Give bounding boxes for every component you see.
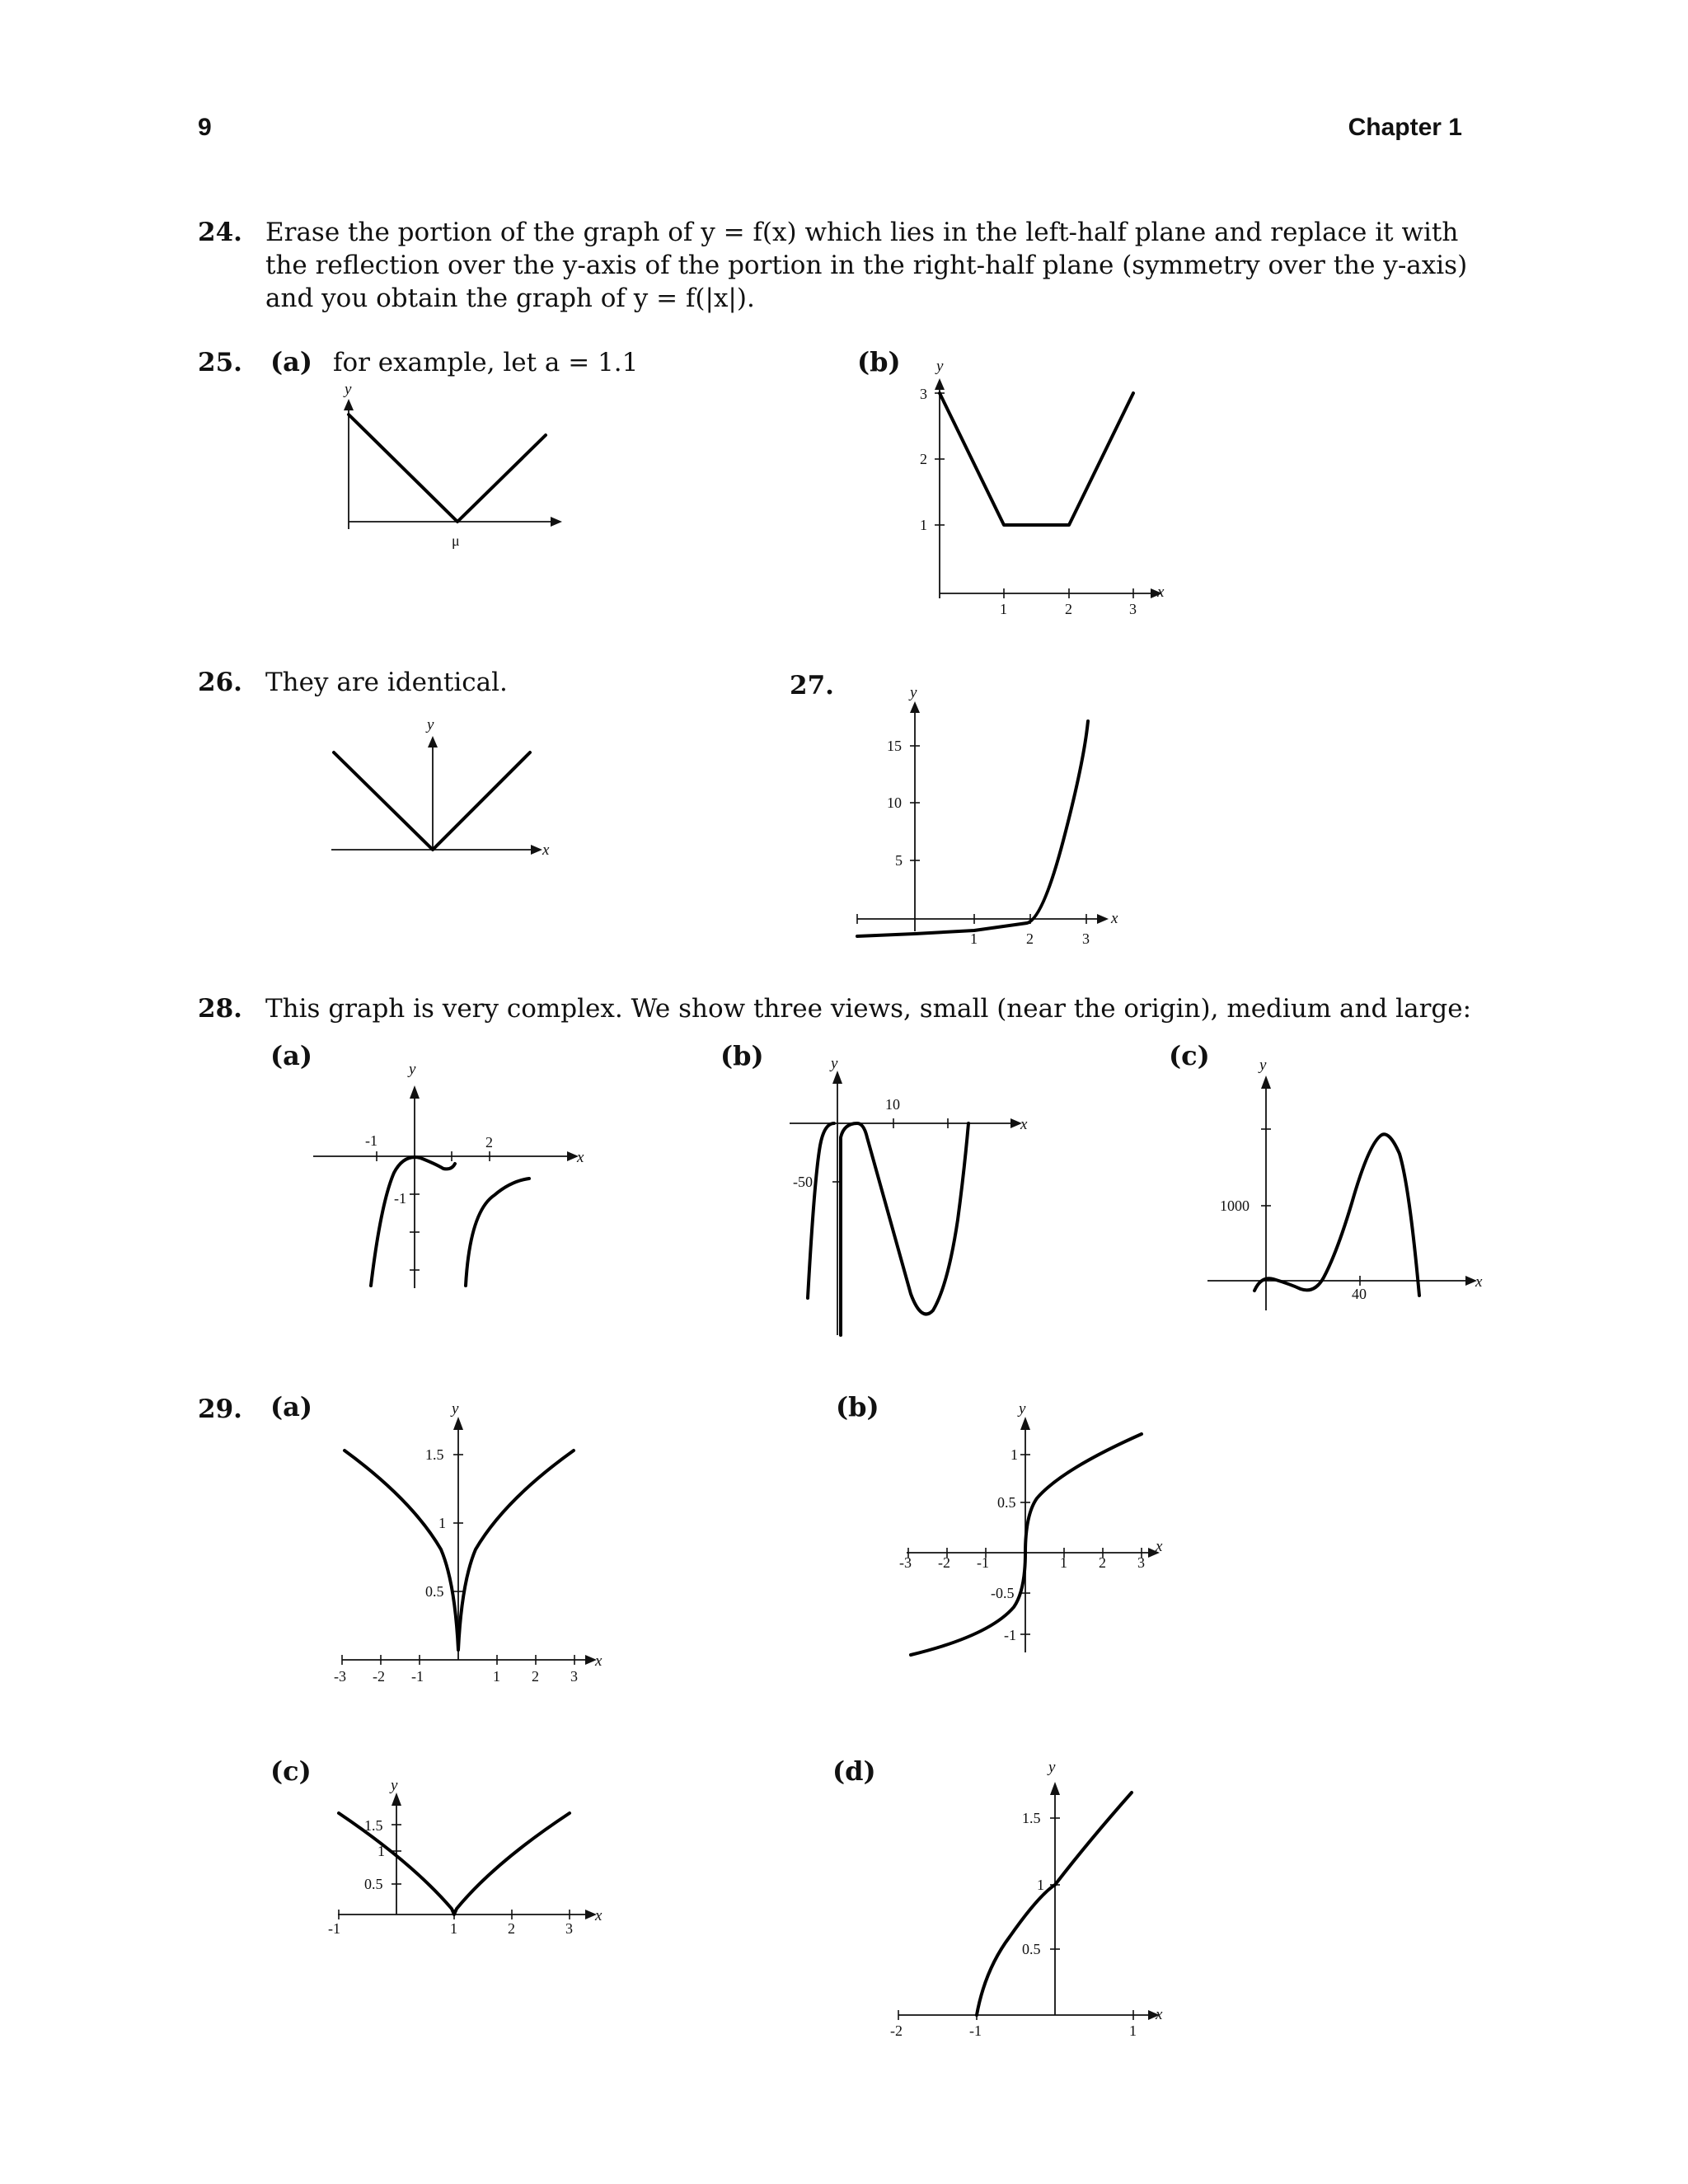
- x-axis-label: x: [595, 1652, 603, 1670]
- y-axis-label: y: [409, 1061, 416, 1078]
- x-tick-label: 2: [508, 1920, 515, 1937]
- x-axis-arrow: [551, 517, 562, 527]
- graph-28c: [1203, 1055, 1500, 1319]
- y-axis-label: y: [1019, 1400, 1026, 1418]
- problem-28c-label: (c): [1169, 1040, 1210, 1071]
- problem-27-number: 27.: [790, 671, 834, 701]
- curve: [349, 415, 546, 522]
- graph-29b: [890, 1393, 1187, 1673]
- y-tick-label: 3: [920, 386, 927, 402]
- y-axis-label: y: [345, 381, 352, 398]
- y-axis-label: y: [910, 684, 917, 701]
- y-tick-label: 2: [920, 451, 927, 467]
- x-tick-label: 3: [1137, 1554, 1145, 1571]
- x-axis-label: x: [542, 841, 550, 859]
- curve-right: [466, 1179, 529, 1286]
- y-tick-label: 0.5: [997, 1494, 1016, 1511]
- problem-25a-text: for example, let a = 1.1: [333, 348, 639, 377]
- x-tick-label: 3: [570, 1668, 578, 1685]
- problem-28b-label: (b): [720, 1040, 764, 1071]
- x-tick-label: 1: [450, 1920, 457, 1937]
- y-axis-arrow: [410, 1085, 420, 1099]
- y-tick-label: 10: [887, 794, 902, 811]
- problem-28-number: 28.: [198, 994, 242, 1024]
- x-tick-label: 1: [970, 930, 978, 947]
- problem-24-text: Erase the portion of the graph of y = f(x) which lies in the left-half plane and replace it with the reflection over the y-axis of the portion in the right-half plane (symmetry over the y-axis) and you obtain the graph of y = f(|x|).: [265, 218, 1468, 313]
- x-tick-label: 3: [1082, 930, 1090, 947]
- x-tick-label: -2: [890, 2022, 903, 2039]
- graph-29a: [326, 1393, 622, 1698]
- problem-28a-label: (a): [270, 1040, 313, 1071]
- graph-29d: [874, 1755, 1187, 2052]
- curve: [977, 1793, 1132, 2015]
- y-tick-label: -1: [394, 1190, 406, 1207]
- x-axis-label: x: [595, 1907, 603, 1924]
- problem-25a-label: (a): [270, 346, 313, 377]
- y-tick-label: 1: [1010, 1446, 1018, 1463]
- x-axis-arrow: [531, 845, 542, 855]
- curve: [1254, 1134, 1419, 1296]
- y-axis-label: y: [1048, 1759, 1056, 1776]
- problem-25b-label: (b): [857, 346, 901, 377]
- x-tick-label: 1: [493, 1668, 500, 1685]
- y-tick-label: 1.5: [425, 1446, 444, 1463]
- y-axis-arrow: [453, 1417, 463, 1430]
- y-axis-label: y: [391, 1777, 398, 1794]
- graph-27: [841, 676, 1137, 956]
- x-tick-label: -2: [938, 1554, 950, 1571]
- x-axis-label: x: [1475, 1273, 1483, 1291]
- x-tick-label: -1: [969, 2022, 982, 2039]
- x-tick-label: 10: [885, 1096, 900, 1113]
- graph-28a: [305, 1055, 610, 1294]
- curve: [345, 1451, 574, 1650]
- y-tick-label: 1000: [1220, 1197, 1250, 1214]
- y-tick-label: 5: [895, 852, 903, 869]
- x-tick-label: -1: [328, 1920, 340, 1937]
- x-tick-label: -3: [899, 1554, 912, 1571]
- y-axis-arrow: [935, 378, 945, 390]
- x-tick-label: 2: [1099, 1554, 1106, 1571]
- x-tick-label: 1: [1060, 1554, 1067, 1571]
- y-axis-arrow: [1261, 1076, 1271, 1089]
- graph-29c: [317, 1772, 622, 1953]
- graph-25a: [330, 379, 577, 556]
- y-axis-label: y: [427, 716, 434, 733]
- x-axis-label: x: [1156, 2006, 1163, 2023]
- y-tick-label: 1: [438, 1515, 446, 1531]
- y-tick-label: 1.5: [1022, 1810, 1041, 1826]
- problem-26-number: 26.: [198, 668, 242, 697]
- y-axis-label: y: [831, 1055, 838, 1072]
- y-axis-arrow: [392, 1793, 401, 1806]
- problem-25-number: 25.: [198, 348, 242, 377]
- problem-24-number: 24.: [198, 218, 242, 247]
- y-tick-label: 1: [377, 1843, 385, 1859]
- curve: [911, 1434, 1142, 1655]
- graph-25b: [907, 354, 1187, 618]
- curve-left: [808, 1123, 834, 1298]
- y-tick-label: 15: [887, 738, 902, 754]
- page-number: 9: [198, 114, 212, 141]
- graph-26: [326, 709, 565, 865]
- x-tick-label: 40: [1352, 1286, 1367, 1302]
- problem-29-number: 29.: [198, 1394, 242, 1424]
- x-tick-label: -1: [411, 1668, 424, 1685]
- curve-right: [841, 1123, 968, 1335]
- x-tick-label: 2: [1026, 930, 1034, 947]
- problem-29d-label: (d): [832, 1755, 876, 1787]
- y-tick-label: 1.5: [364, 1817, 383, 1834]
- y-axis-arrow: [344, 399, 354, 410]
- x-axis-label: x: [1157, 583, 1165, 601]
- chapter-title: Chapter 1: [1348, 114, 1462, 141]
- mu-label: μ: [452, 532, 460, 549]
- curve-left: [371, 1157, 455, 1286]
- x-axis-label: x: [1020, 1116, 1028, 1133]
- x-axis-label: x: [1156, 1538, 1163, 1555]
- y-tick-label: 1: [1037, 1877, 1044, 1893]
- x-axis-label: x: [577, 1149, 584, 1166]
- graph-28b: [783, 1055, 1055, 1343]
- y-axis-label: y: [452, 1400, 459, 1418]
- y-tick-label: -50: [793, 1174, 813, 1190]
- y-axis-arrow: [1020, 1417, 1030, 1430]
- x-tick-label: -3: [334, 1668, 346, 1685]
- curve: [940, 393, 1133, 525]
- y-axis-arrow: [910, 701, 920, 713]
- y-tick-label: 1: [920, 517, 927, 533]
- problem-29a-label: (a): [270, 1391, 313, 1422]
- y-tick-label: -1: [1004, 1627, 1016, 1643]
- x-tick-label: -2: [373, 1668, 385, 1685]
- x-tick-label: -1: [365, 1132, 377, 1149]
- x-tick-label: 3: [1129, 601, 1137, 617]
- x-tick-label: 2: [485, 1134, 493, 1151]
- y-axis-label: y: [936, 358, 944, 375]
- x-axis-label: x: [1111, 910, 1118, 927]
- y-tick-label: -0.5: [991, 1585, 1015, 1601]
- problem-29b-label: (b): [836, 1391, 879, 1422]
- y-axis-label: y: [1259, 1057, 1267, 1074]
- y-tick-label: 0.5: [425, 1583, 444, 1600]
- x-tick-label: 2: [1065, 601, 1072, 617]
- curve: [334, 752, 530, 850]
- y-axis-arrow: [1050, 1782, 1060, 1795]
- x-tick-label: 3: [565, 1920, 573, 1937]
- problem-29c-label: (c): [270, 1755, 312, 1787]
- x-tick-label: 1: [1129, 2022, 1137, 2039]
- x-tick-label: 1: [1000, 601, 1007, 617]
- y-tick-label: 0.5: [1022, 1941, 1041, 1957]
- problem-28-text: This graph is very complex. We show three views, small (near the origin), medium and large:: [265, 994, 1472, 1024]
- y-axis-arrow: [428, 736, 438, 748]
- x-axis-arrow: [1097, 914, 1109, 924]
- x-tick-label: 2: [532, 1668, 539, 1685]
- y-tick-label: 0.5: [364, 1876, 383, 1892]
- x-tick-label: -1: [977, 1554, 989, 1571]
- y-axis-arrow: [832, 1071, 842, 1084]
- problem-26-text: They are identical.: [265, 668, 508, 697]
